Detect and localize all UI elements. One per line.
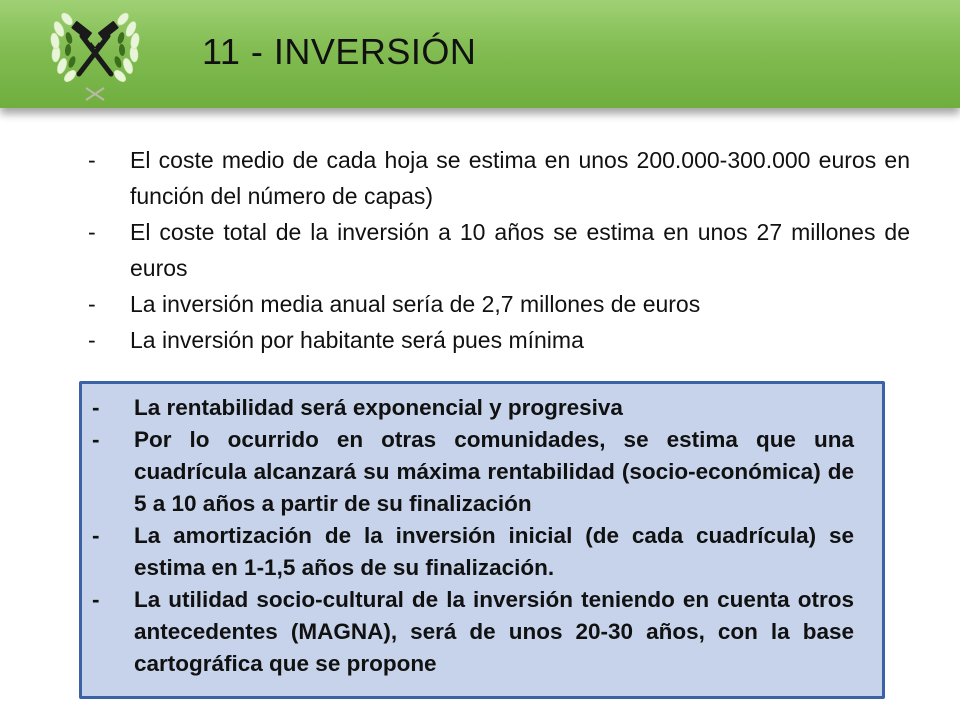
profitability-list [92,392,854,680]
list-item [92,584,854,680]
list-item-text: La inversión por habitante será pues mínima [130,327,584,353]
bullet-dash: - [88,327,96,353]
list-item-text: La rentabilidad será exponencial y progresiva [134,395,623,420]
list-item [92,424,854,520]
profitability-box [79,381,885,699]
list-item-text: La inversión media anual sería de 2,7 millones de euros [130,291,701,317]
investment-cost-list [88,142,910,358]
list-item [88,286,910,322]
bullet-dash: - [88,147,96,173]
list-item [88,142,910,214]
list-item-text: La amortización de la inversión inicial (de cada cuadrícula) se estima en 1-1,5 años de su finalización. [134,523,854,580]
crossed-hammers-laurel-logo-icon [42,4,148,104]
list-item [88,322,910,358]
list-item-text: La utilidad socio-cultural de la inversión teniendo en cuenta otros antecedentes (MAGNA), será de unos 20-30 años, con la base cartográfica que se propone [134,587,854,676]
header-bar [0,0,960,108]
list-item-text: Por lo ocurrido en otras comunidades, se estima que una cuadrícula alcanzará su máxima rentabilidad (socio-económica) de 5 a 10 años a partir de su finalización [134,427,854,516]
bullet-dash: - [92,427,100,452]
list-item-text: El coste total de la inversión a 10 años se estima en unos 27 millones de euros [130,219,910,281]
list-item [92,392,854,424]
bullet-dash: - [88,219,96,245]
bullet-dash: - [88,291,96,317]
list-item [92,520,854,584]
page-title: 11 - INVERSIÓN [202,31,477,72]
bullet-dash: - [92,395,100,420]
list-item-text: El coste medio de cada hoja se estima en unos 200.000-300.000 euros en función del número de capas) [130,147,910,209]
list-item [88,214,910,286]
bullet-dash: - [92,523,100,548]
bullet-dash: - [92,587,100,612]
